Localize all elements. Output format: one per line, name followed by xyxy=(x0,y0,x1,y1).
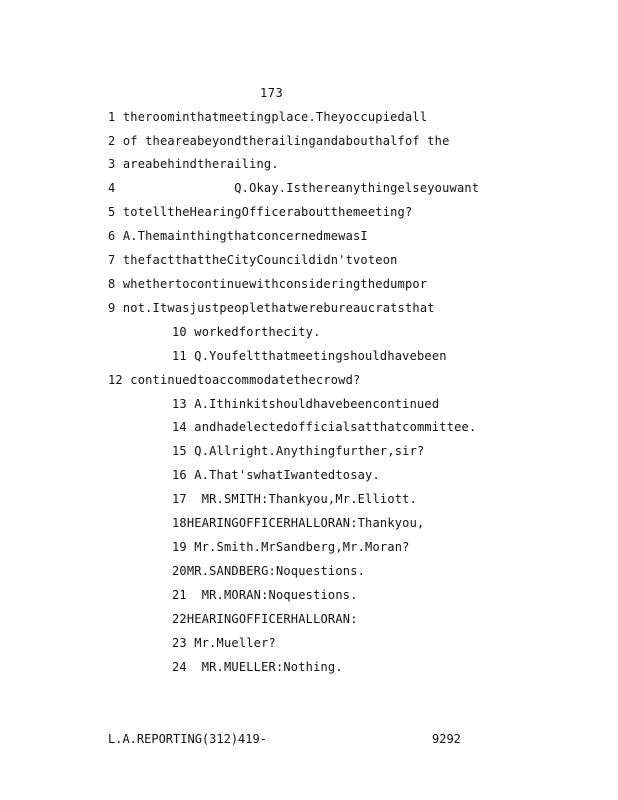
line-6: 6 A.ThemainthingthatconcernedmewasI xyxy=(108,229,368,243)
line-20: 20MR.SANDBERG:Noquestions. xyxy=(172,564,366,578)
page-number: 173 xyxy=(260,86,284,100)
line-24: 24 MR.MUELLER:Nothing. xyxy=(172,660,343,674)
line-7: 7 thefactthattheCityCouncildidn'tvoteon xyxy=(108,253,398,267)
line-19: 19 Mr.Smith.MrSandberg,Mr.Moran? xyxy=(172,540,410,554)
line-5: 5 totelltheHearingOfficeraboutthemeeting? xyxy=(108,205,413,219)
line-10: 10 workedforthecity. xyxy=(172,325,321,339)
line-15: 15 Q.Allright.Anythingfurther,sir? xyxy=(172,444,425,458)
line-1: 1 theroominthatmeetingplace.Theyoccupiedall xyxy=(108,110,428,124)
line-12: 12 continuedtoaccommodatethecrowd? xyxy=(108,373,361,387)
line-22: 22HEARINGOFFICERHALLORAN: xyxy=(172,612,358,626)
line-11: 11 Q.Youfeltthatmeetingshouldhavebeen xyxy=(172,349,447,363)
footer-phone-suffix: 9292 xyxy=(432,732,461,746)
line-2: 2 of theareabeyondtherailingandabouthalfof the xyxy=(108,134,450,148)
line-3: 3 areabehindtherailing. xyxy=(108,157,279,171)
line-18: 18HEARINGOFFICERHALLORAN:Thankyou, xyxy=(172,516,425,530)
line-17: 17 MR.SMITH:Thankyou,Mr.Elliott. xyxy=(172,492,418,506)
line-8: 8 whethertocontinuewithconsideringthedumpor xyxy=(108,277,428,291)
line-23: 23 Mr.Mueller? xyxy=(172,636,276,650)
line-16: 16 A.That'swhatIwantedtosay. xyxy=(172,468,380,482)
line-13: 13 A.Ithinkitshouldhavebeencontinued xyxy=(172,397,440,411)
line-21: 21 MR.MORAN:Noquestions. xyxy=(172,588,358,602)
footer-reporter: L.A.REPORTING(312)419- xyxy=(108,732,267,746)
line-4: 4 Q.Okay.Isthereanythingelseyouwant xyxy=(108,181,480,195)
line-9: 9 not.Itwasjustpeoplethatwerebureaucratsthat xyxy=(108,301,435,315)
line-14: 14 andhadelectedofficialsatthatcommittee. xyxy=(172,420,477,434)
